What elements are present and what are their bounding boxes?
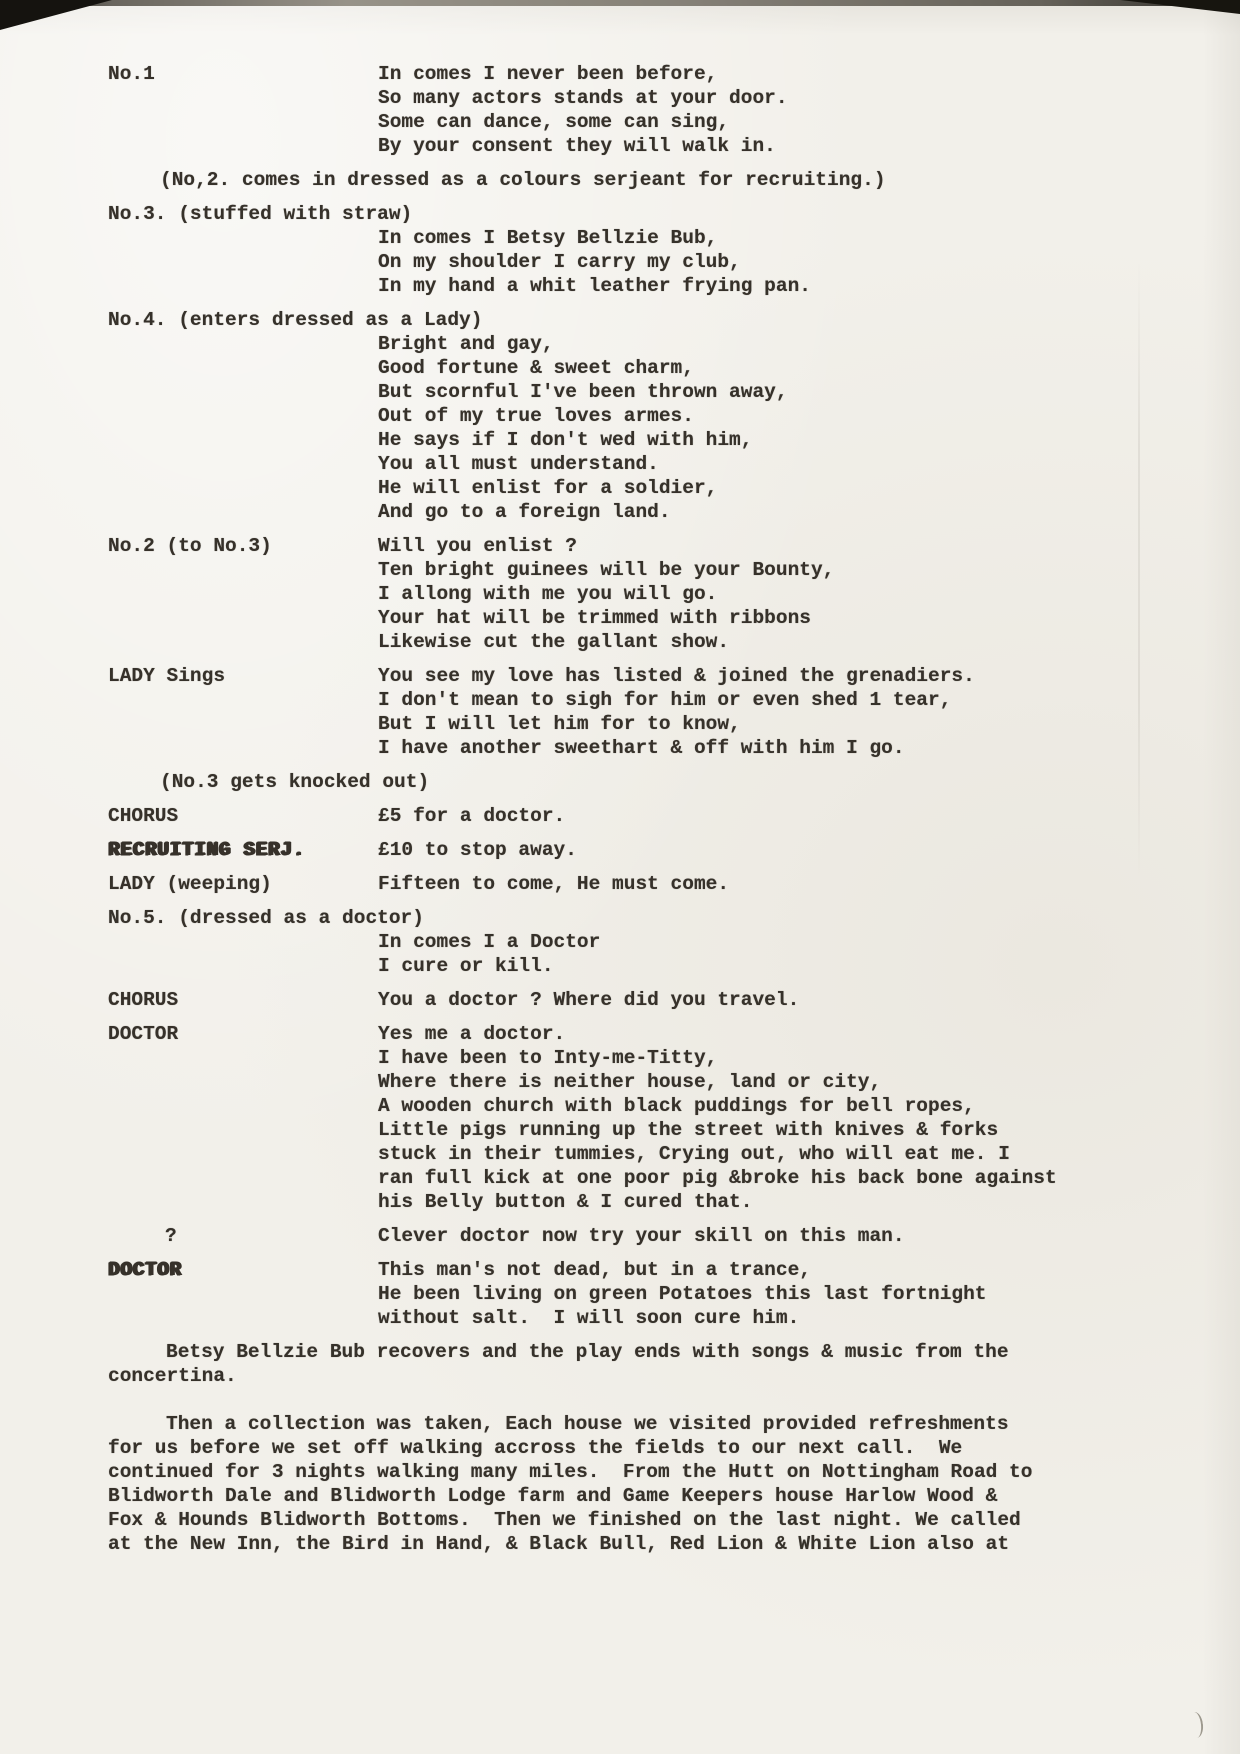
speaker-label: No.2 (to No.3) (108, 535, 272, 557)
speech-line: He been living on green Potatoes this last fortnight (378, 1283, 987, 1305)
narrative-paragraph (108, 1412, 1118, 1556)
speech-line: his Belly button & I cured that. (378, 1191, 753, 1213)
speaker-label: LADY (weeping) (108, 873, 272, 895)
speaker-label: No.1 (108, 63, 155, 85)
speech-line: Good fortune & sweet charm, (378, 357, 694, 379)
speech-lines (378, 804, 1118, 828)
narrative-paragraph (108, 1340, 1118, 1388)
speech-line: Yes me a doctor. (378, 1023, 566, 1045)
speech-lines (378, 534, 1118, 654)
speech-lines (378, 1258, 1118, 1330)
paper-crease (1138, 260, 1140, 880)
speech-line: You see my love has listed & joined the grenadiers. (378, 665, 975, 687)
speech-line: But I will let him for to know, (378, 713, 741, 735)
narrative-line: Then a collection was taken, Each house we visited provided refreshments (166, 1413, 1009, 1435)
scan-corner-top-left (0, 0, 112, 30)
scan-edge-top (0, 0, 1240, 6)
speech-lines (378, 1022, 1118, 1214)
speech-lines (378, 226, 1118, 298)
speech-line: Will you enlist ? (378, 535, 577, 557)
speech-line: A wooden church with black puddings for bell ropes, (378, 1095, 975, 1117)
speech-line: Some can dance, some can sing, (378, 111, 730, 133)
script-entry (108, 308, 1118, 524)
speaker-label: LADY Sings (108, 665, 226, 687)
speech-line: I allong with me you will go. (378, 583, 718, 605)
narrative-line: concertina. (108, 1365, 237, 1387)
speech-line: He will enlist for a soldier, (378, 477, 718, 499)
speech-line: Little pigs running up the street with knives & forks (378, 1119, 999, 1141)
narrative-line: Betsy Bellzie Bub recovers and the play ends with songs & music from the (166, 1341, 1009, 1363)
script-entry (108, 988, 1118, 1012)
script-entry (108, 804, 1118, 828)
speech-line: By your consent they will walk in. (378, 135, 776, 157)
speech-line: You all must understand. (378, 453, 659, 475)
speech-line: He says if I don't wed with him, (378, 429, 753, 451)
speech-line: But scornful I've been thrown away, (378, 381, 788, 403)
speech-line: You a doctor ? Where did you travel. (378, 989, 800, 1011)
speech-line: Likewise cut the gallant show. (378, 631, 730, 653)
speech-line: £5 for a doctor. (378, 805, 566, 827)
pen-mark (1187, 1711, 1205, 1738)
script-entry (108, 1022, 1118, 1214)
speech-line: £10 to stop away. (378, 839, 577, 861)
speech-line: I have been to Inty-me-Titty, (378, 1047, 718, 1069)
stage-direction: (No.3 gets knocked out) (160, 771, 430, 793)
speech-lines (378, 988, 1118, 1012)
speech-line: stuck in their tummies, Crying out, who will eat me. I (378, 1143, 1010, 1165)
speech-line: I cure or kill. (378, 955, 554, 977)
speech-line: In comes I never been before, (378, 63, 718, 85)
speech-line: In comes I a Doctor (378, 931, 601, 953)
speech-line: Your hat will be trimmed with ribbons (378, 607, 811, 629)
speech-line: ran full kick at one poor pig &broke his back bone against (378, 1167, 1057, 1189)
speaker-label: No.5. (dressed as a doctor) (108, 907, 424, 929)
script-entry (108, 534, 1118, 654)
speech-line: I have another sweethart & off with him I go. (378, 737, 905, 759)
speech-line: Bright and gay, (378, 333, 554, 355)
speech-line: Ten bright guinees will be your Bounty, (378, 559, 835, 581)
speech-lines (378, 664, 1118, 760)
speech-line: without salt. I will soon cure him. (378, 1307, 800, 1329)
script-entry (108, 664, 1118, 760)
speaker-label: No.3. (stuffed with straw) (108, 203, 413, 225)
script-entry (108, 838, 1118, 862)
stage-direction: (No,2. comes in dressed as a colours serjeant for recruiting.) (160, 169, 886, 191)
speech-line: I don't mean to sigh for him or even shed 1 tear, (378, 689, 952, 711)
script-entry (108, 1258, 1118, 1330)
speech-line: On my shoulder I carry my club, (378, 251, 741, 273)
play-script (108, 62, 1118, 1330)
speaker-label: RECRUITING SERJ. (108, 839, 305, 861)
narrative-line: Blidworth Dale and Blidworth Lodge farm and Game Keepers house Harlow Wood & (108, 1485, 998, 1507)
script-entry (108, 906, 1118, 978)
narrative-line: continued for 3 nights walking many miles. From the Hutt on Nottingham Road to (108, 1461, 1033, 1483)
speech-lines (378, 838, 1118, 862)
script-entry (108, 872, 1118, 896)
speech-line: In my hand a whit leather frying pan. (378, 275, 811, 297)
speech-lines (378, 1224, 1118, 1248)
typescript-content (108, 62, 1118, 1566)
speech-lines (378, 332, 1118, 524)
script-entry (108, 1224, 1118, 1248)
speech-lines (378, 930, 1118, 978)
speaker-label: DOCTOR (108, 1023, 179, 1045)
speech-line: In comes I Betsy Bellzie Bub, (378, 227, 718, 249)
closing-paragraphs (108, 1340, 1118, 1556)
narrative-line: for us before we set off walking accross the fields to our next call. We (108, 1437, 963, 1459)
speech-line: Clever doctor now try your skill on this man. (378, 1225, 905, 1247)
speech-line: So many actors stands at your door. (378, 87, 788, 109)
narrative-line: Fox & Hounds Blidworth Bottoms. Then we finished on the last night. We called (108, 1509, 1021, 1531)
speech-line: Fifteen to come, He must come. (378, 873, 730, 895)
speaker-label: No.4. (enters dressed as a Lady) (108, 309, 483, 331)
speaker-label: CHORUS (108, 805, 179, 827)
speaker-label: DOCTOR (108, 1259, 182, 1281)
script-entry (108, 202, 1118, 298)
speech-line: Out of my true loves armes. (378, 405, 694, 427)
script-entry (108, 62, 1118, 158)
speech-line: And go to a foreign land. (378, 501, 671, 523)
speaker-label: CHORUS (108, 989, 179, 1011)
speech-line: This man's not dead, but in a trance, (378, 1259, 811, 1281)
speech-lines (378, 872, 1118, 896)
speech-lines (378, 62, 1118, 158)
narrative-line: at the New Inn, the Bird in Hand, & Black Bull, Red Lion & White Lion also at (108, 1533, 1010, 1555)
speaker-label: ? (165, 1225, 177, 1247)
speech-line: Where there is neither house, land or city, (378, 1071, 882, 1093)
